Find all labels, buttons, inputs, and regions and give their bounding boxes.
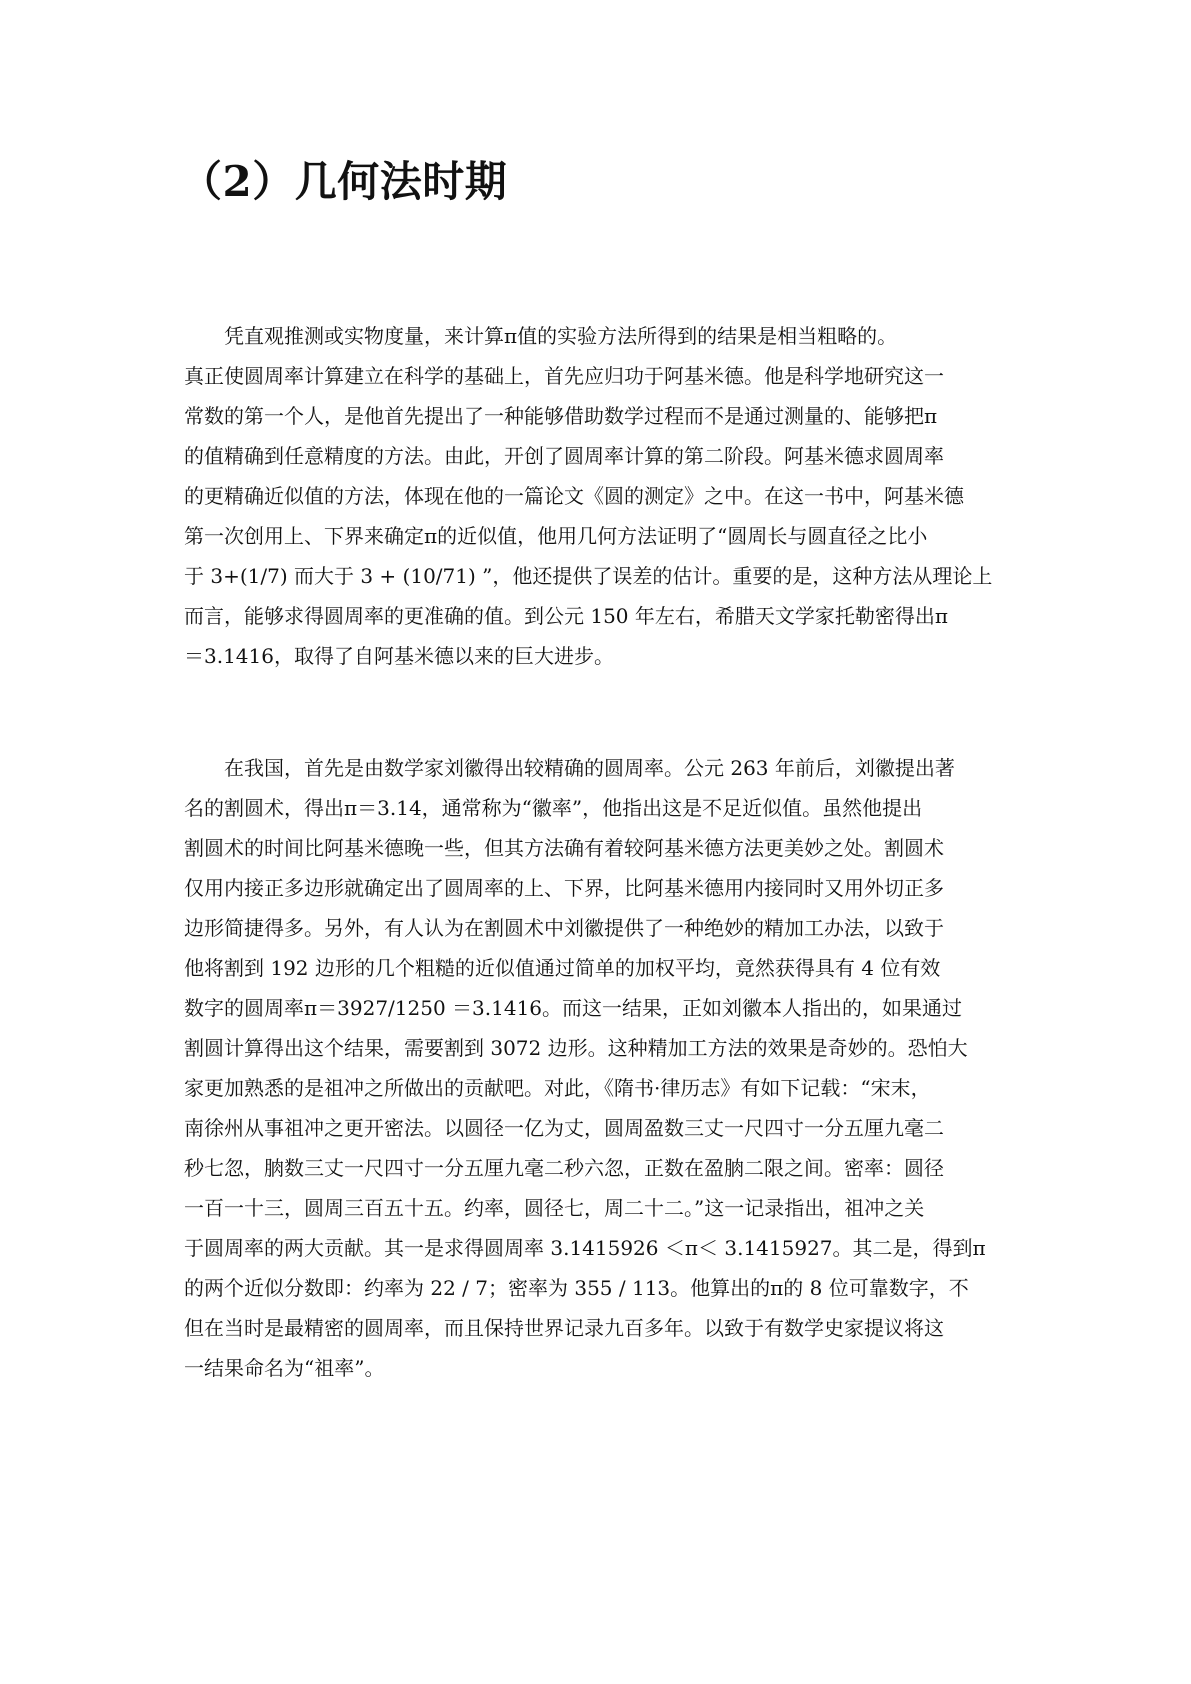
paragraph-line: 家更加熟悉的是祖冲之所做出的贡献吧。对此，《隋书·律历志》有如下记载：“宋末， [184, 1076, 931, 1100]
paragraph-line: 名的割圆术，得出π＝3.14，通常称为“徽率”，他指出这是不足近似值。虽然他提出 [184, 796, 923, 820]
paragraph-archimedes [184, 316, 1024, 676]
paragraph-line: 的值精确到任意精度的方法。由此，开创了圆周率计算的第二阶段。阿基米德求圆周率 [184, 444, 944, 468]
paragraph-line: 他将割到 192 边形的几个粗糙的近似值通过简单的加权平均，竟然获得具有 4 位有效 [184, 956, 941, 980]
paragraph-line: 但在当时是最精密的圆周率，而且保持世界记录九百多年。以致于有数学史家提议将这 [184, 1316, 944, 1340]
paragraph-line: 在我国，首先是由数学家刘徽得出较精确的圆周率。公元 263 年前后，刘徽提出著 [224, 756, 955, 780]
paragraph-line: 的更精确近似值的方法，体现在他的一篇论文《圆的测定》之中。在这一书中，阿基米德 [184, 484, 964, 508]
paragraph-line: 割圆术的时间比阿基米德晚一些，但其方法确有着较阿基米德方法更美妙之处。割圆术 [184, 836, 944, 860]
paragraph-line: 仅用内接正多边形就确定出了圆周率的上、下界，比阿基米德用内接同时又用外切正多 [184, 876, 944, 900]
paragraph-line: 常数的第一个人，是他首先提出了一种能够借助数学过程而不是通过测量的、能够把π [184, 404, 938, 428]
section-heading: （2）几何法时期 [180, 157, 508, 206]
paragraph-line: 秒七忽，朒数三丈一尺四寸一分五厘九毫二秒六忽，正数在盈朒二限之间。密率：圆径 [184, 1156, 944, 1180]
paragraph-line: 边形简捷得多。另外，有人认为在割圆术中刘徽提供了一种绝妙的精加工办法，以致于 [184, 916, 944, 940]
paragraph-line: 第一次创用上、下界来确定π的近似值，他用几何方法证明了“圆周长与圆直径之比小 [184, 524, 928, 548]
paragraph-line: 于圆周率的两大贡献。其一是求得圆周率 3.1415926 ＜π＜ 3.1415927。其二是，得到π [184, 1236, 986, 1260]
paragraph-line: ＝3.1416，取得了自阿基米德以来的巨大进步。 [184, 644, 614, 668]
paragraph-line: 的两个近似分数即：约率为 22 / 7；密率为 355 / 113。他算出的π的 8 位可靠数字，不 [184, 1276, 969, 1300]
paragraph-line: 割圆计算得出这个结果，需要割到 3072 边形。这种精加工方法的效果是奇妙的。恐怕大 [184, 1036, 968, 1060]
paragraph-line: 数字的圆周率π＝3927/1250 ＝3.1416。而这一结果，正如刘徽本人指出的，如果通过 [184, 996, 963, 1020]
paragraph-liu-hui-zu-chongzhi [184, 748, 1024, 1388]
paragraph-line: 一结果命名为“祖率”。 [184, 1356, 385, 1380]
paragraph-line: 南徐州从事祖冲之更开密法。以圆径一亿为丈，圆周盈数三丈一尺四寸一分五厘九毫二 [184, 1116, 944, 1140]
paragraph-line: 凭直观推测或实物度量，来计算π值的实验方法所得到的结果是相当粗略的。 [224, 324, 898, 348]
paragraph-line: 于 3+(1/7) 而大于 3 + (10/71) ”，他还提供了误差的估计。重要的是，这种方法从理论上 [184, 564, 993, 588]
paragraph-line: 一百一十三，圆周三百五十五。约率，圆径七，周二十二。”这一记录指出，祖冲之关 [184, 1196, 925, 1220]
paragraph-line: 真正使圆周率计算建立在科学的基础上，首先应归功于阿基米德。他是科学地研究这一 [184, 364, 944, 388]
paragraph-line: 而言，能够求得圆周率的更准确的值。到公元 150 年左右，希腊天文学家托勒密得出π [184, 604, 949, 628]
